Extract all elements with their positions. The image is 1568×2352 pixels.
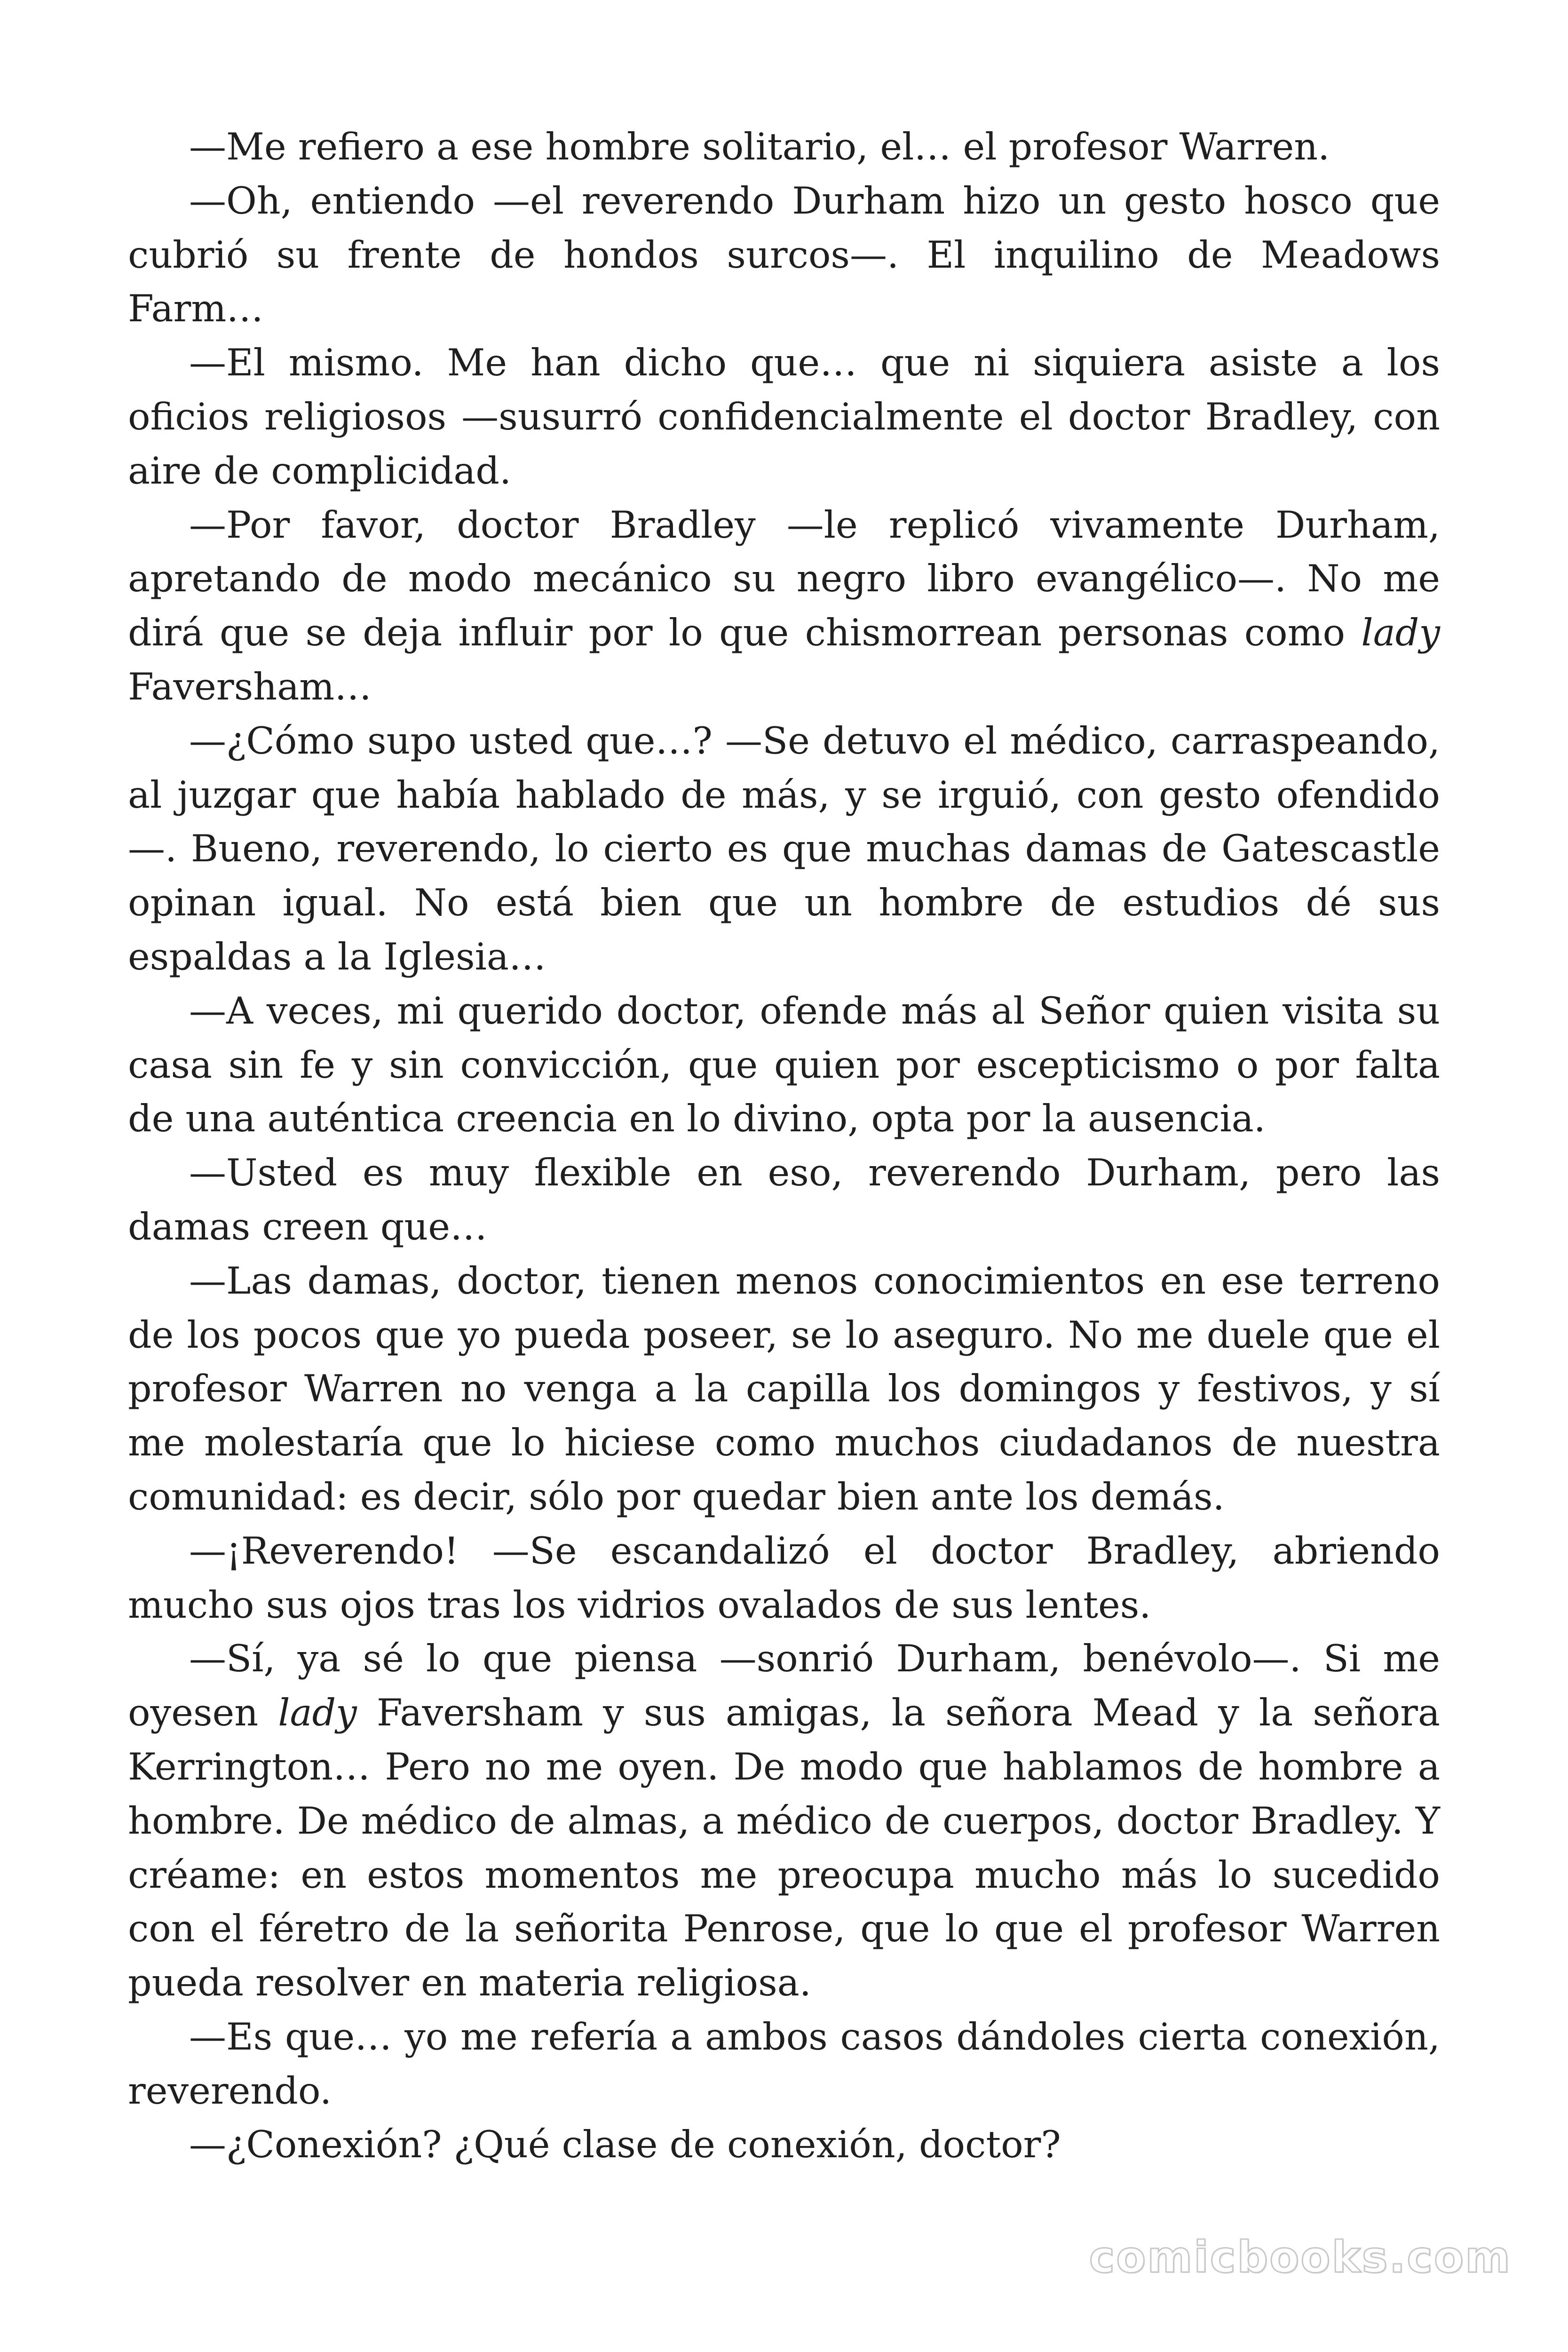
paragraph: —Las damas, doctor, tienen menos conocimientos en ese terreno de los pocos que yo pueda poseer, se lo aseguro. No me duele que el profesor Warren no venga a la capilla los domingos y festivos, y sí me molestaría que lo hiciese como muchos ciudadanos de nuestra comunidad: es decir, sólo por quedar bien ante los demás. <box>128 1259 1440 1518</box>
paragraph <box>128 498 1440 714</box>
italic-word: lady <box>278 1691 357 1735</box>
book-page-text <box>128 120 1440 2172</box>
paragraph: —¡Reverendo! —Se escandalizó el doctor Bradley, abriendo mucho sus ojos tras los vidrios ovalados de sus lentes. <box>128 1529 1440 1627</box>
paragraph: —Me refiero a ese hombre solitario, el… el profesor Warren. <box>189 125 1330 168</box>
paragraph-text: —Por favor, doctor Bradley —le replicó vivamente Durham, apretando de modo mecánico su negro libro evangélico—. No me dirá que se deja influir por lo que chismorrean personas como <box>128 503 1440 655</box>
paragraph: —Oh, entiendo —el reverendo Durham hizo un gesto hosco que cubrió su frente de hondos surcos—. El inquilino de Meadows Farm… <box>128 179 1440 331</box>
paragraph: —¿Cómo supo usted que…? —Se detuvo el médico, carraspeando, al juzgar que había hablado de más, y se irguió, con gesto ofendido—. Bueno, reverendo, lo cierto es que muchas damas de Gatescastle opinan igual. No está bien que un hombre de estudios dé sus espaldas a la Iglesia… <box>128 719 1440 978</box>
paragraph-text: Faversham y sus amigas, la señora Mead y la señora Kerrington… Pero no me oyen. De modo que hablamos de hombre a hombre. De médico de almas, a médico de cuerpos, doctor Bradley. Y créame: en estos momentos me preocupa mucho más lo sucedido con el féretro de la señorita Penrose, que lo que el profesor Warren pueda resolver en materia religiosa. <box>128 1691 1440 2005</box>
paragraph: —Usted es muy flexible en eso, reverendo Durham, pero las damas creen que… <box>128 1151 1440 1248</box>
italic-word: lady <box>1361 611 1440 655</box>
paragraph: —Es que… yo me refería a ambos casos dándoles cierta conexión, reverendo. <box>128 2015 1440 2113</box>
paragraph-text: —Sí, ya sé lo que piensa —sonrió Durham, benévolo—. Si me oyesen <box>128 1637 1440 1735</box>
watermark-logo: comicbooks.com <box>1089 2232 1512 2282</box>
paragraph-text: Faversham… <box>128 665 372 708</box>
paragraph: —El mismo. Me han dicho que… que ni siquiera asiste a los oficios religiosos —susurró confidencialmente el doctor Bradley, con aire de complicidad. <box>128 341 1440 493</box>
paragraph: —¿Conexión? ¿Qué clase de conexión, doctor? <box>189 2123 1061 2167</box>
paragraph: —A veces, mi querido doctor, ofende más al Señor quien visita su casa sin fe y sin convicción, que quien por escepticismo o por falta de una auténtica creencia en lo divino, opta por la ausencia. <box>128 989 1440 1141</box>
paragraph <box>128 1632 1440 2010</box>
